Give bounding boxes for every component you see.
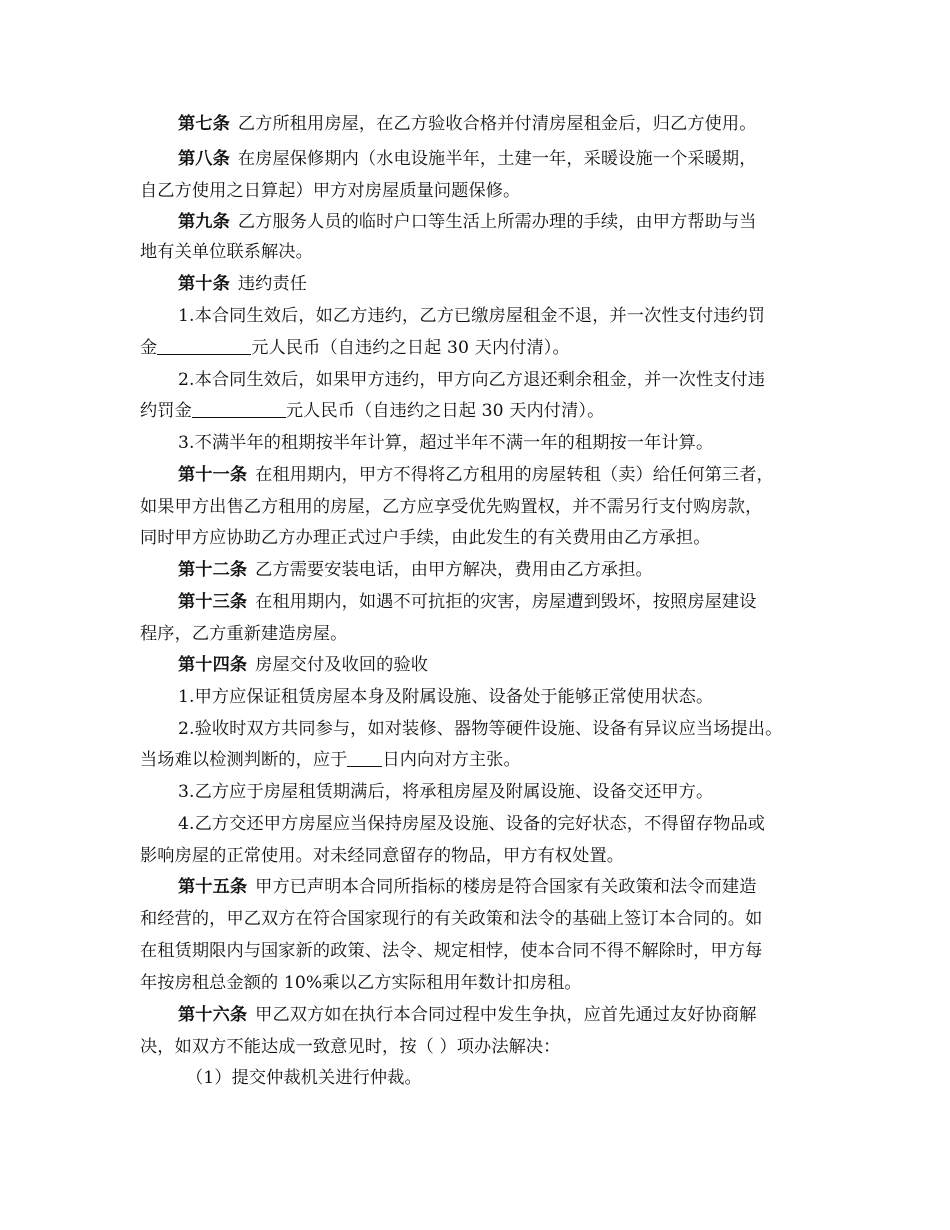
article-title: 违约责任 [237, 274, 308, 294]
clause-text: 当场难以检测判断的，应于 [140, 750, 348, 770]
article-10-item-2: 2.本合同生效后，如果甲方违约，甲方向乙方退还剩余租金，并一次性支付违 [178, 370, 766, 390]
article-9 [178, 208, 757, 236]
clause-text: 元人民币（自违约之日起 30 天内付清）。 [285, 401, 605, 421]
article-heading: 第十二条 [178, 560, 248, 580]
article-10-item-2-continuation [140, 397, 604, 425]
article-text: 甲方已声明本合同所指标的楼房是符合国家有关政策和法令而建造 [255, 877, 757, 897]
article-15-continuation-3: 年按房租总金额的 10%乘以乙方实际租用年数计扣房租。 [140, 973, 582, 993]
article-13-continuation: 程序，乙方重新建造房屋。 [140, 624, 348, 644]
article-heading: 第十条 [178, 274, 230, 294]
article-title: 房屋交付及收回的验收 [255, 655, 429, 675]
article-12 [178, 556, 653, 584]
amount-blank [192, 399, 286, 418]
article-heading: 第九条 [178, 212, 230, 232]
article-8-continuation: 自乙方使用之日算起）甲方对房屋质量问题保修。 [140, 181, 521, 201]
article-text: 乙方需要安装电话，由甲方解决，费用由乙方承担。 [255, 560, 653, 580]
article-14-item-4: 4.乙方交还甲方房屋应当保持房屋及设施、设备的完好状态，不得留存物品或 [178, 814, 766, 834]
article-text: 乙方服务人员的临时户口等生活上所需办理的手续，由甲方帮助与当 [237, 212, 757, 232]
article-heading: 第十四条 [178, 655, 248, 675]
article-heading: 第八条 [178, 149, 230, 169]
clause-text: 金 [140, 338, 158, 358]
article-heading: 第十三条 [178, 592, 248, 612]
article-text: 在租用期内，甲方不得将乙方租用的房屋转租（卖）给任何第三者， [255, 465, 774, 485]
article-heading: 第七条 [178, 114, 230, 134]
article-10 [178, 270, 307, 298]
article-16 [178, 1001, 757, 1029]
article-heading: 第十六条 [178, 1005, 248, 1025]
article-16-continuation: 决，如双方不能达成一致意见时，按（ ）项办法解决： [140, 1037, 561, 1057]
clause-text: 日内向对方主张。 [382, 750, 521, 770]
article-text: 甲乙双方如在执行本合同过程中发生争执，应首先通过友好协商解 [255, 1005, 757, 1025]
article-15-continuation-2: 在租赁期限内与国家新的政策、法令、规定相悖，使本合同不得不解除时，甲方每 [140, 941, 763, 961]
article-11 [178, 461, 774, 489]
clause-text: 元人民币（自违约之日起 30 天内付清）。 [251, 338, 570, 358]
article-text: 乙方所租用房屋，在乙方验收合格并付清房屋租金后，归乙方使用。 [237, 114, 757, 134]
days-blank [347, 748, 382, 767]
article-14-item-4-continuation: 影响房屋的正常使用。对未经同意留存的物品，甲方有权处置。 [140, 846, 625, 866]
article-heading: 第十五条 [178, 877, 248, 897]
article-8 [178, 145, 757, 173]
article-16-option-1: （1）提交仲裁机关进行仲裁。 [186, 1068, 422, 1088]
article-14-item-1: 1.甲方应保证租赁房屋本身及附属设施、设备处于能够正常使用状态。 [178, 687, 714, 707]
article-7 [178, 110, 757, 138]
article-9-continuation: 地有关单位联系解决。 [140, 242, 313, 262]
article-15-continuation-1: 和经营的，甲乙双方在符合国家现行的有关政策和法令的基础上签订本合同的。如 [140, 909, 763, 929]
amount-blank [157, 336, 251, 355]
article-10-item-1-continuation [140, 334, 570, 362]
article-heading: 第十一条 [178, 465, 248, 485]
article-14-item-3: 3.乙方应于房屋租赁期满后，将承租房屋及附属设施、设备交还甲方。 [178, 782, 714, 802]
article-15 [178, 873, 757, 901]
clause-text: 约罚金 [140, 401, 192, 421]
article-text: 在房屋保修期内（水电设施半年，土建一年，采暖设施一个采暖期， [237, 149, 757, 169]
article-text: 在租用期内，如遇不可抗拒的灾害，房屋遭到毁坏，按照房屋建设 [255, 592, 757, 612]
article-14-item-2: 2.验收时双方共同参与，如对装修、器物等硬件设施、设备有异议应当场提出。 [178, 719, 783, 739]
article-11-continuation-1: 如果甲方出售乙方租用的房屋，乙方应享受优先购置权，并不需另行支付购房款， [140, 497, 763, 517]
article-14-item-2-continuation [140, 746, 521, 774]
article-10-item-3: 3.不满半年的租期按半年计算，超过半年不满一年的租期按一年计算。 [178, 433, 714, 453]
article-11-continuation-2: 同时甲方应协助乙方办理正式过户手续，由此发生的有关费用由乙方承担。 [140, 528, 711, 548]
article-13 [178, 588, 757, 616]
article-14 [178, 651, 428, 679]
article-10-item-1: 1.本合同生效后，如乙方违约，乙方已缴房屋租金不退，并一次性支付违约罚 [178, 306, 766, 326]
